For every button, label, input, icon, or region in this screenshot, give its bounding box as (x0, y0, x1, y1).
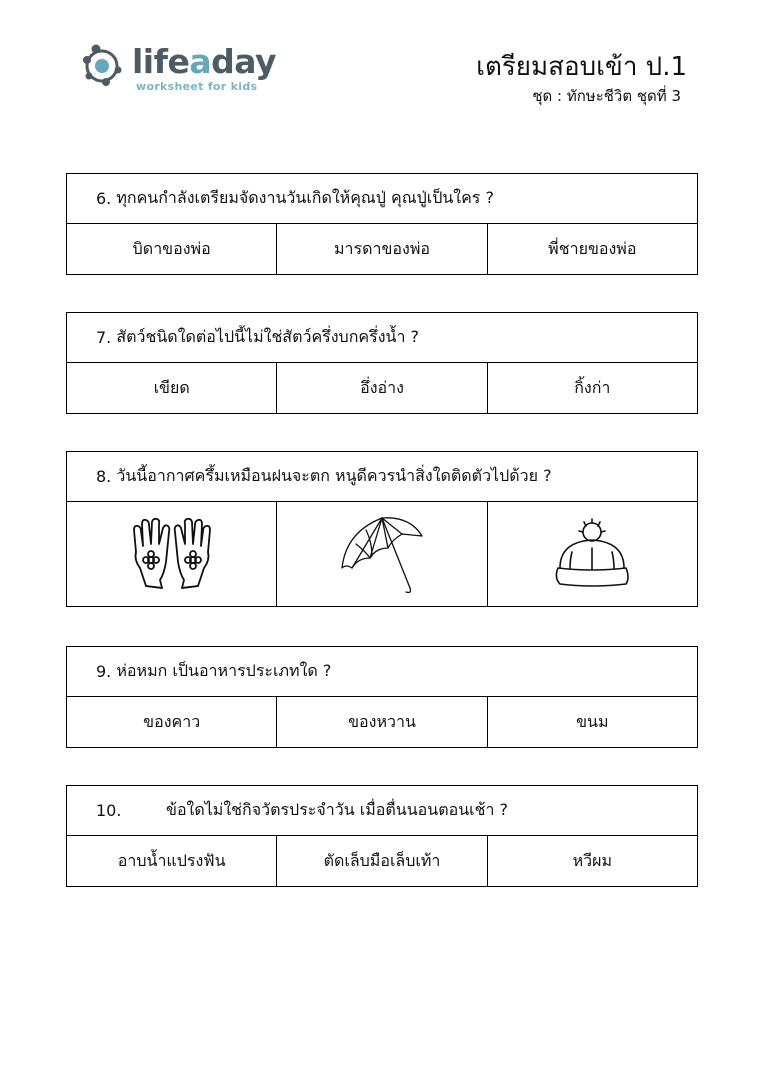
answer-option-umbrella[interactable] (277, 502, 487, 606)
question-label: ทุกคนกำลังเตรียมจัดงานวันเกิดให้คุณปู่ คุณปู่เป็นใคร ? (116, 188, 494, 207)
question-label: ห่อหมก เป็นอาหารประเภทใด ? (116, 661, 332, 680)
brand-name: lifeaday (132, 42, 277, 81)
question-label: ข้อใดไม่ใช่กิจวัตรประจำวัน เมื่อตื่นนอนตอนเช้า ? (166, 800, 509, 819)
question-text (67, 452, 697, 502)
answer-option[interactable]: กิ้งก่า (574, 377, 611, 397)
question-10 (66, 785, 698, 887)
question-number: 10. (96, 801, 122, 820)
question-text (67, 313, 697, 363)
umbrella-icon (336, 514, 428, 594)
question-7 (66, 312, 698, 414)
question-9 (66, 646, 698, 748)
page-title: เตรียมสอบเข้า ป.1 (476, 52, 687, 82)
molecule-logo-icon (80, 40, 130, 90)
question-text (67, 647, 697, 697)
answer-option[interactable]: มารดาของพ่อ (277, 224, 487, 274)
answer-option[interactable]: ตัดเล็บมือเล็บเท้า (277, 836, 487, 886)
answer-option[interactable]: ของคาว (67, 697, 277, 747)
question-number: 9. (96, 662, 112, 681)
question-text (67, 786, 697, 836)
question-label: วันนี้อากาศครึ้มเหมือนฝนจะตก หนูดีควรนำสิ่งใดติดตัวไปด้วย ? (116, 466, 552, 485)
answer-option[interactable]: อึ่งอ่าง (277, 363, 487, 413)
answer-option[interactable]: หวีผม (572, 850, 613, 870)
answer-option[interactable]: อาบน้ำแปรงฟัน (67, 836, 277, 886)
answer-option-hat[interactable] (488, 502, 697, 606)
question-8 (66, 451, 698, 607)
question-label: สัตว์ชนิดใดต่อไปนี้ไม่ใช่สัตว์ครึ่งบกครึ่งน้ำ ? (116, 327, 419, 346)
answer-option[interactable]: เขียด (67, 363, 277, 413)
lifeaday-logo (80, 38, 280, 98)
answer-options (67, 363, 697, 413)
answer-option[interactable]: ขนม (576, 711, 609, 731)
question-number: 6. (96, 189, 112, 208)
page-subtitle: ชุด : ทักษะชีวิต ชุดที่ 3 (532, 87, 681, 105)
brand-tagline: worksheet for kids (136, 80, 258, 93)
answer-option[interactable]: ของหวาน (277, 697, 487, 747)
question-number: 7. (96, 328, 112, 347)
question-number: 8. (96, 467, 112, 486)
answer-options (67, 224, 697, 274)
answer-option-gloves[interactable] (67, 502, 277, 606)
gloves-icon (130, 516, 214, 592)
answer-option[interactable]: พี่ชายของพ่อ (548, 238, 637, 258)
question-6 (66, 173, 698, 275)
beanie-hat-icon (550, 518, 634, 590)
answer-options (67, 836, 697, 886)
question-text (67, 174, 697, 224)
answer-options (67, 502, 697, 606)
answer-options (67, 697, 697, 747)
answer-option[interactable]: บิดาของพ่อ (67, 224, 277, 274)
